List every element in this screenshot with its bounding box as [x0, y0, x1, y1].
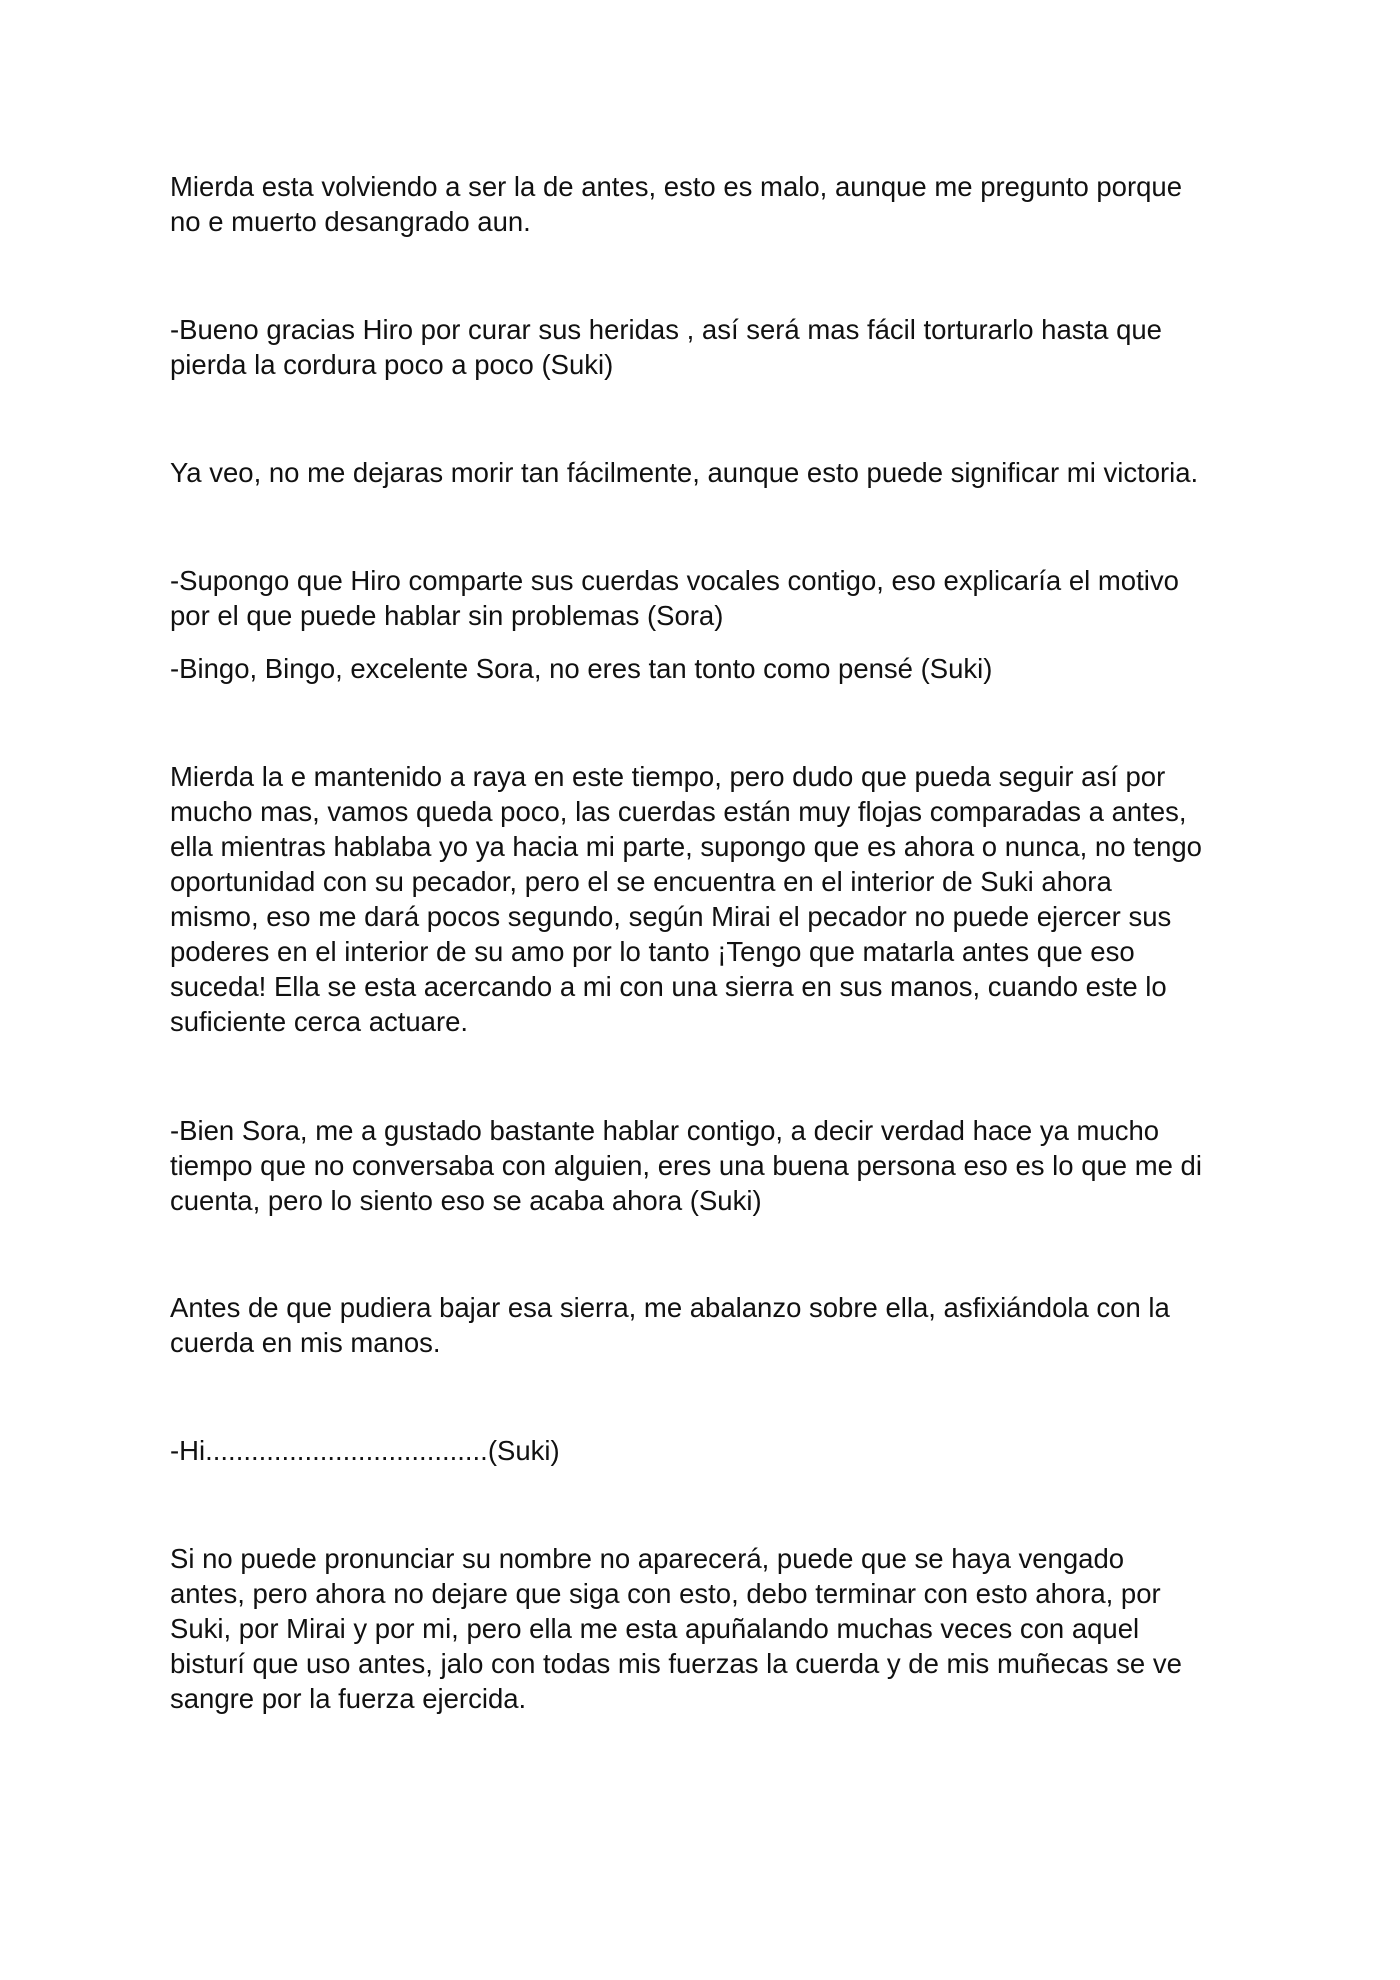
paragraph-5: -Bingo, Bingo, excelente Sora, no eres tan tonto como pensé (Suki) [170, 653, 993, 684]
paragraph-10: Si no puede pronunciar su nombre no aparecerá, puede que se haya vengado antes, pero ahora no dejare que siga con esto, debo terminar con esto ahora, por Suki, por Mirai y por mi, pero ella me esta apuñalando muchas veces con aquel bisturí que uso antes, jalo con todas mis fuerzas la cuerda y de mis muñecas se ve sangre por la fuerza ejercida. [170, 1543, 1182, 1714]
paragraph-2: -Bueno gracias Hiro por curar sus heridas , así será mas fácil torturarlo hasta que pierda la cordura poco a poco (Suki) [170, 314, 1162, 380]
paragraph-8: Antes de que pudiera bajar esa sierra, me abalanzo sobre ella, asfixiándola con la cuerda en mis manos. [170, 1292, 1170, 1358]
paragraph-9: -Hi.....................................(Suki) [170, 1435, 560, 1466]
paragraph-6: Mierda la e mantenido a raya en este tiempo, pero dudo que pueda seguir así por mucho mas, vamos queda poco, las cuerdas están muy flojas comparadas a antes, ella mientras hablaba yo ya hacia mi parte, supongo que es ahora o nunca, no tengo oportunidad con su pecador, pero el se encuentra en el interior de Suki ahora mismo, eso me dará pocos segundo, según Mirai el pecador no puede ejercer sus poderes en el interior de su amo por lo tanto ¡Tengo que matarla antes que eso suceda! Ella se esta acercando a mi con una sierra en sus manos, cuando este lo suficiente cerca actuare. [170, 761, 1202, 1037]
paragraph-1: Mierda esta volviendo a ser la de antes, esto es malo, aunque me pregunto porque no e muerto desangrado aun. [170, 171, 1183, 237]
paragraph-3: Ya veo, no me dejaras morir tan fácilmente, aunque esto puede significar mi victoria. [170, 457, 1199, 488]
paragraph-4: -Supongo que Hiro comparte sus cuerdas vocales contigo, eso explicaría el motivo por el que puede hablar sin problemas (Sora) [170, 565, 1179, 631]
paragraph-7: -Bien Sora, me a gustado bastante hablar contigo, a decir verdad hace ya mucho tiempo que no conversaba con alguien, eres una buena persona eso es lo que me di cuenta, pero lo siento eso se acaba ahora (Suki) [170, 1115, 1202, 1216]
